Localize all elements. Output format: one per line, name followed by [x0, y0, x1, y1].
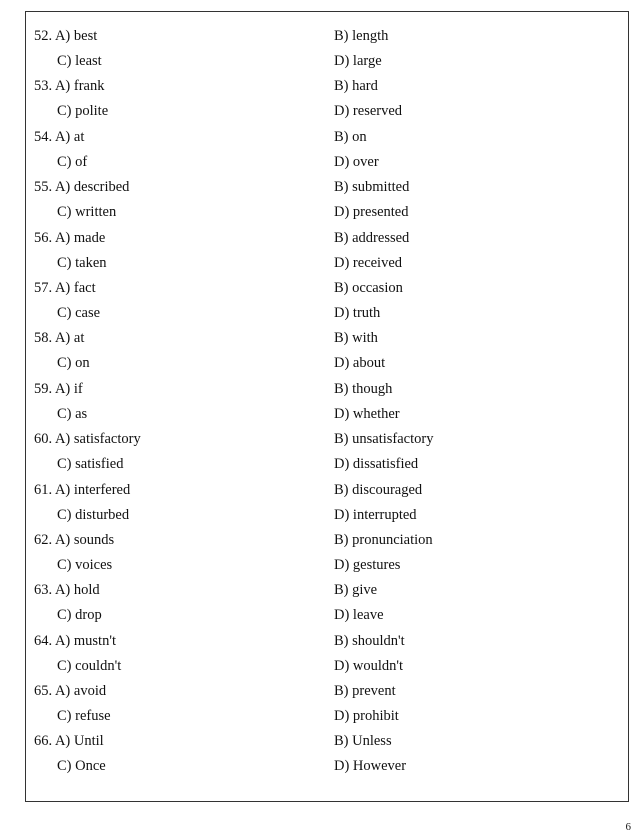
option-c: C) satisfied	[57, 456, 124, 473]
option-a	[34, 482, 130, 499]
question-number: 58.	[34, 330, 53, 347]
option-d: D) reserved	[334, 103, 403, 120]
option-a	[34, 582, 100, 599]
question-number: 64.	[34, 632, 53, 649]
option-a-text: A) avoid	[54, 683, 107, 700]
option-b: B) length	[334, 28, 389, 44]
question-item	[26, 433, 628, 483]
page-number: 6	[625, 821, 631, 833]
option-a-text: A) at	[54, 128, 85, 145]
option-c: C) on	[57, 355, 90, 372]
option-a	[34, 381, 83, 398]
question-list	[26, 30, 628, 786]
option-a	[34, 28, 97, 45]
option-a-text: A) made	[54, 229, 106, 246]
option-a-text: A) Until	[54, 733, 104, 750]
question-number: 61.	[34, 481, 53, 498]
question-number: 57.	[34, 279, 53, 296]
question-item	[26, 735, 628, 785]
option-a-text: A) at	[54, 330, 85, 347]
option-d: D) prohibit	[334, 708, 399, 725]
question-item	[26, 584, 628, 634]
option-b: B) discouraged	[334, 481, 423, 498]
question-item	[26, 181, 628, 231]
option-d: D) presented	[334, 204, 409, 221]
option-b: B) submitted	[334, 179, 410, 196]
option-d: D) leave	[334, 607, 384, 624]
question-number: 54.	[34, 128, 53, 145]
option-c: C) of	[57, 153, 88, 170]
option-c: C) polite	[57, 103, 109, 120]
option-a	[34, 78, 104, 95]
question-item	[26, 332, 628, 382]
question-item	[26, 380, 628, 433]
question-item	[26, 279, 628, 332]
option-b: B) on	[334, 128, 367, 145]
option-d: D) whether	[334, 405, 400, 422]
option-b: B) with	[334, 330, 378, 347]
option-a	[34, 330, 84, 347]
option-d: D) interrupted	[334, 506, 417, 523]
option-c: C) voices	[57, 556, 113, 573]
option-c: C) Once	[57, 758, 106, 775]
option-a-text: A) if	[54, 380, 83, 397]
option-d: D) However	[334, 758, 407, 775]
option-b: B) shouldn't	[334, 632, 405, 649]
option-b: B) occasion	[334, 279, 403, 296]
option-a	[34, 633, 116, 650]
question-item	[26, 481, 628, 534]
option-c: C) couldn't	[57, 657, 122, 674]
question-number: 60.	[34, 431, 53, 448]
question-number: 65.	[34, 683, 53, 700]
option-a-text: A) fact	[54, 279, 96, 296]
option-b: B) Unless	[334, 733, 392, 750]
option-d: D) received	[334, 254, 403, 271]
page-frame	[25, 11, 629, 802]
question-item	[26, 632, 628, 685]
question-item	[26, 229, 628, 282]
option-c: C) disturbed	[57, 506, 130, 523]
option-a	[34, 179, 129, 196]
option-d: D) about	[334, 355, 386, 372]
option-b: B) though	[334, 380, 393, 397]
question-number: 55.	[34, 179, 53, 196]
question-number: 56.	[34, 229, 53, 246]
option-a-text: A) frank	[54, 78, 105, 95]
option-b: B) addressed	[334, 229, 410, 246]
question-item	[26, 685, 628, 735]
question-number: 53.	[34, 78, 53, 95]
option-c: C) case	[57, 304, 101, 321]
option-a-text: A) sounds	[54, 531, 115, 548]
option-a	[34, 431, 141, 448]
question-number: 63.	[34, 582, 53, 599]
question-item	[26, 80, 628, 130]
question-item	[26, 531, 628, 584]
option-a-text: A) best	[54, 28, 98, 44]
question-number: 59.	[34, 380, 53, 397]
option-a-text: A) mustn't	[54, 632, 116, 649]
option-a	[34, 683, 106, 700]
option-b: B) unsatisfactory	[334, 431, 434, 448]
question-number: 52.	[34, 28, 53, 44]
option-c: C) drop	[57, 607, 102, 624]
option-a	[34, 733, 104, 750]
option-b: B) prevent	[334, 683, 396, 700]
option-a-text: A) satisfactory	[54, 431, 141, 448]
option-c: C) taken	[57, 254, 107, 271]
question-number: 66.	[34, 733, 53, 750]
question-item	[26, 30, 628, 80]
option-a	[34, 280, 96, 297]
option-a-text: A) hold	[54, 582, 100, 599]
question-item	[26, 128, 628, 181]
option-a	[34, 129, 84, 146]
option-c: C) refuse	[57, 708, 111, 725]
option-d: D) truth	[334, 304, 381, 321]
option-c: C) least	[57, 53, 102, 69]
option-a	[34, 230, 105, 247]
option-c: C) written	[57, 204, 117, 221]
option-a-text: A) described	[54, 179, 130, 196]
option-d: D) large	[334, 53, 382, 69]
option-d: D) over	[334, 153, 379, 170]
question-number: 62.	[34, 531, 53, 548]
option-c: C) as	[57, 405, 88, 422]
option-b: B) pronunciation	[334, 531, 433, 548]
option-d: D) gestures	[334, 556, 401, 573]
option-b: B) give	[334, 582, 378, 599]
option-a	[34, 532, 114, 549]
option-a-text: A) interfered	[54, 481, 131, 498]
option-b: B) hard	[334, 78, 378, 95]
option-d: D) dissatisfied	[334, 456, 419, 473]
option-d: D) wouldn't	[334, 657, 404, 674]
